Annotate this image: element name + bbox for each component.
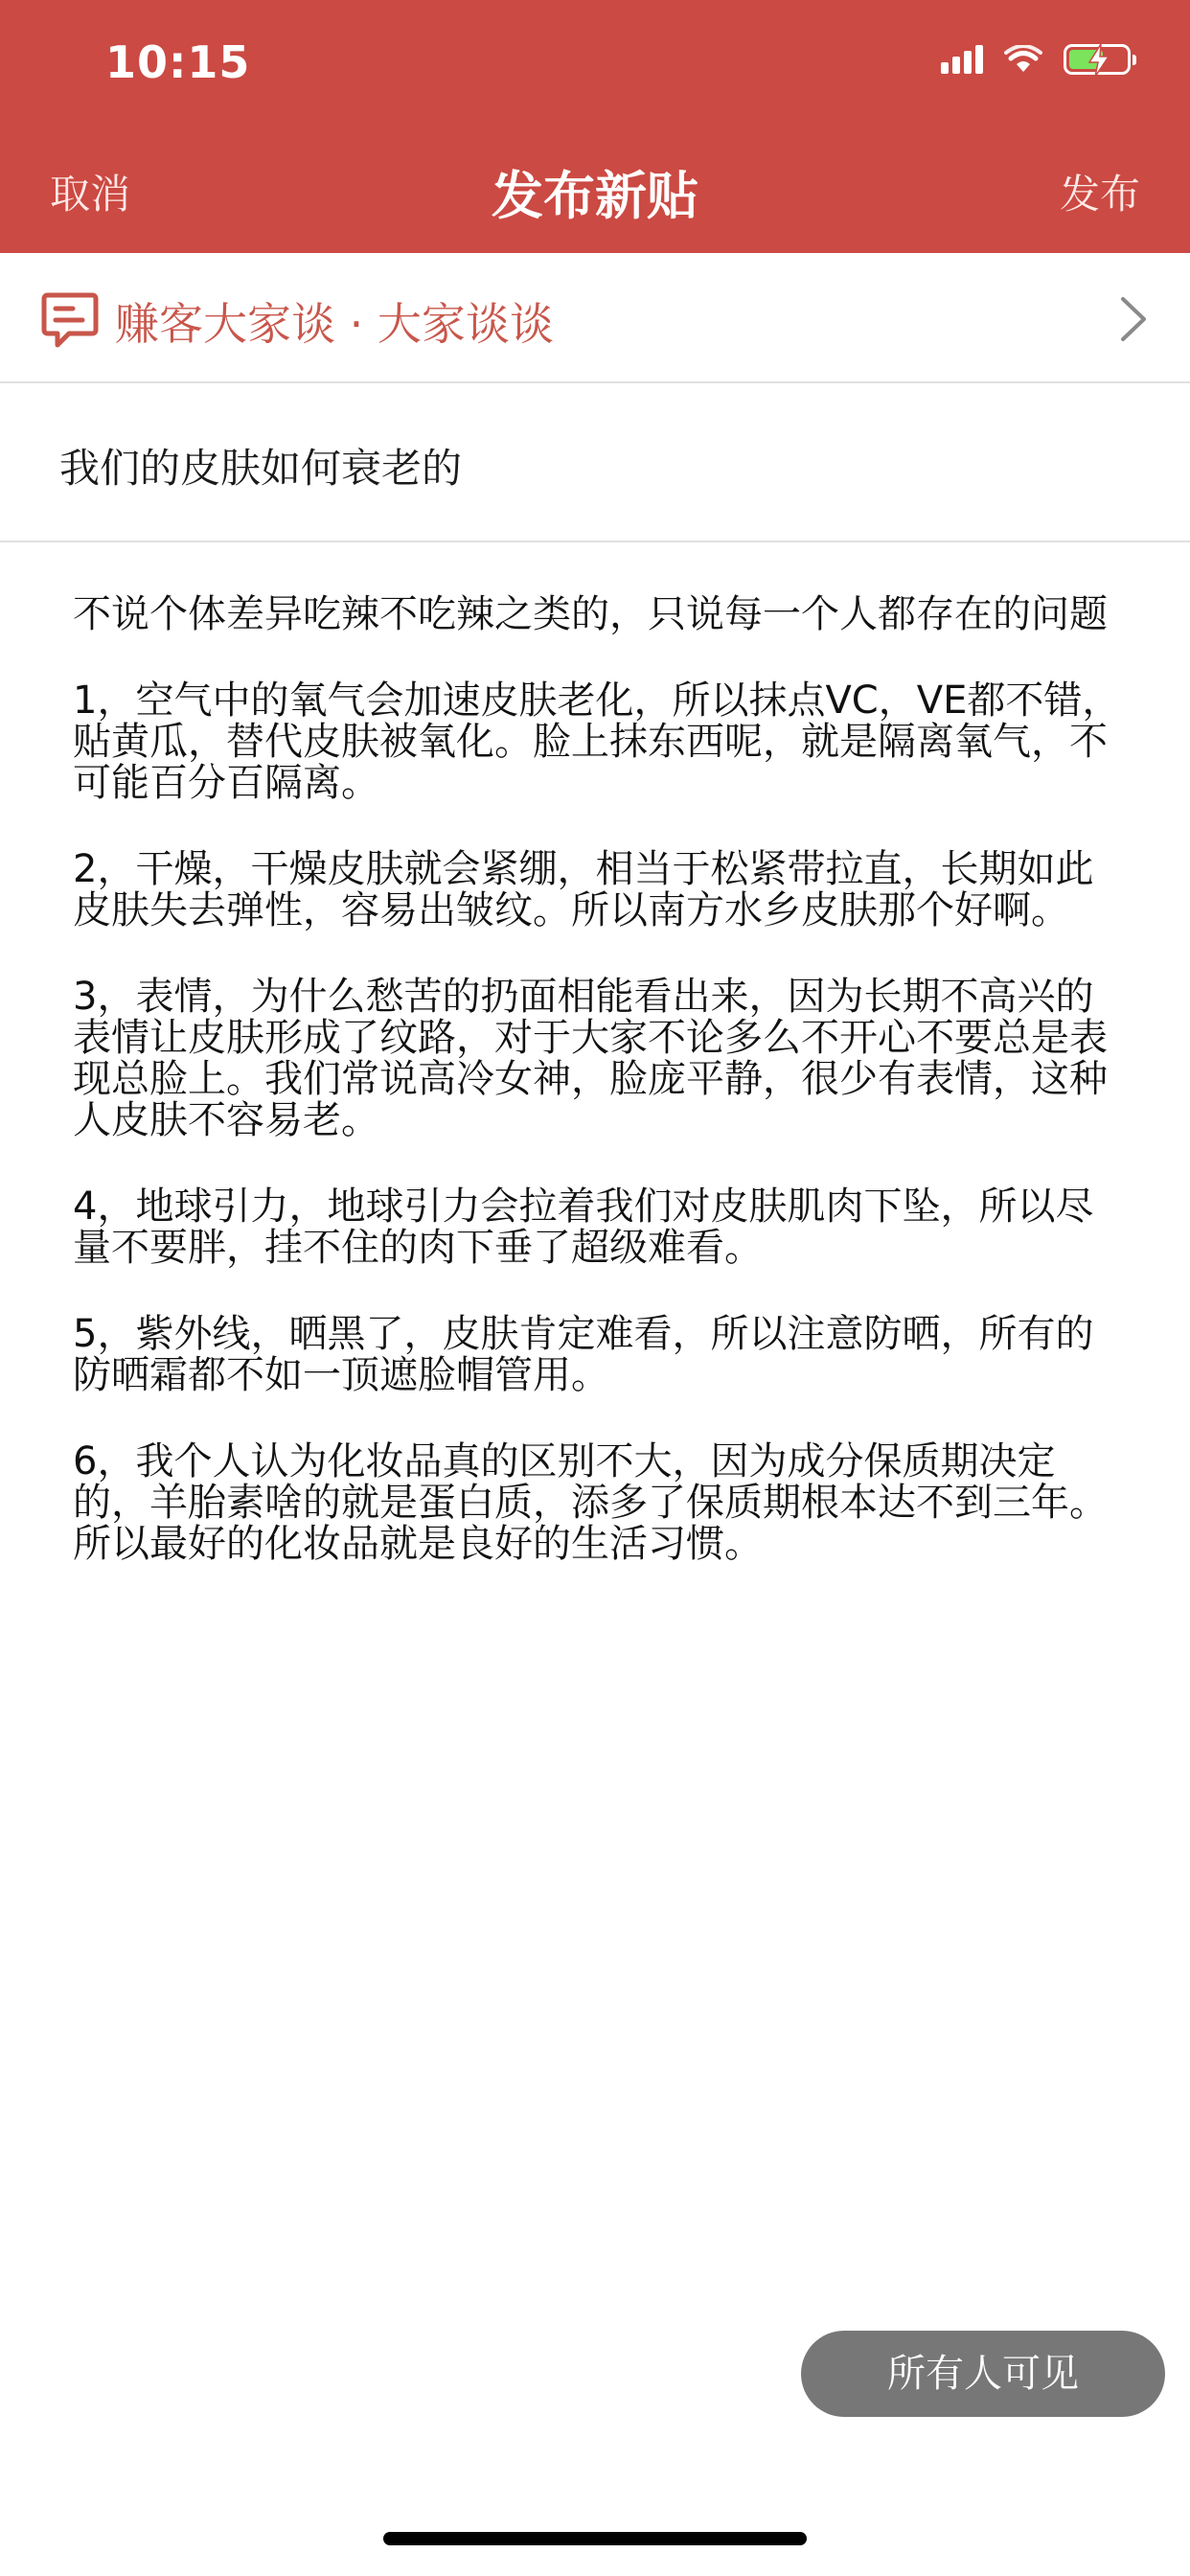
app-header [0, 0, 1190, 253]
visibility-button[interactable]: 所有人可见 [801, 2331, 1165, 2417]
cancel-button[interactable]: 取消 [50, 171, 131, 218]
chevron-right-icon [1113, 295, 1152, 343]
post-title-field[interactable] [0, 383, 1190, 542]
signal-icon [941, 45, 983, 74]
charging-bolt-icon [1087, 44, 1110, 77]
forum-selector[interactable] [0, 253, 1190, 383]
home-indicator[interactable] [383, 2532, 807, 2545]
body-paragraph: 1，空气中的氧气会加速皮肤老化，所以抹点VC，VE都不错，贴黄瓜，替代皮肤被氧化。脸上抹东西呢，就是隔离氧气，不可能百分百隔离。 [73, 678, 1121, 805]
body-paragraph: 3，表情，为什么愁苦的扔面相能看出来，因为长期不高兴的表情让皮肤形成了纹路，对于大家不论多么不开心不要总是表现总脸上。我们常说高冷女神，脸庞平静，很少有表情，这种人皮肤不容易老。 [73, 975, 1108, 1142]
status-icons [941, 44, 1131, 75]
battery-icon [1064, 44, 1131, 75]
post-title-text: 我们的皮肤如何衰老的 [59, 445, 463, 492]
body-paragraph: 4，地球引力，地球引力会拉着我们对皮肤肌肉下坠，所以尽量不要胖，挂不住的肉下垂了超级难看。 [73, 1184, 1094, 1270]
forum-label: 赚客大家谈 · 大家谈谈 [115, 298, 554, 350]
post-body-editor[interactable] [73, 594, 1127, 1610]
body-paragraph: 不说个体差异吃辣不吃辣之类的，只说每一个人都存在的问题 [73, 592, 1108, 636]
status-time: 10:15 [105, 36, 251, 88]
publish-button[interactable]: 发布 [1059, 171, 1140, 218]
wifi-icon [1004, 45, 1042, 74]
chat-bubble-icon [38, 288, 102, 351]
body-paragraph: 2，干燥，干燥皮肤就会紧绷，相当于松紧带拉直，长期如此皮肤失去弹性，容易出皱纹。所以南方水乡皮肤那个好啊。 [73, 847, 1094, 932]
body-paragraph: 6，我个人认为化妆品真的区别不大，因为成分保质期决定的，羊胎素啥的就是蛋白质，添多了保质期根本达不到三年。所以最好的化妆品就是良好的生活习惯。 [73, 1439, 1108, 1566]
body-paragraph: 5，紫外线，晒黑了，皮肤肯定难看，所以注意防晒，所有的防晒霜都不如一顶遮脸帽管用。 [73, 1312, 1094, 1397]
page-title: 发布新贴 [492, 166, 698, 226]
